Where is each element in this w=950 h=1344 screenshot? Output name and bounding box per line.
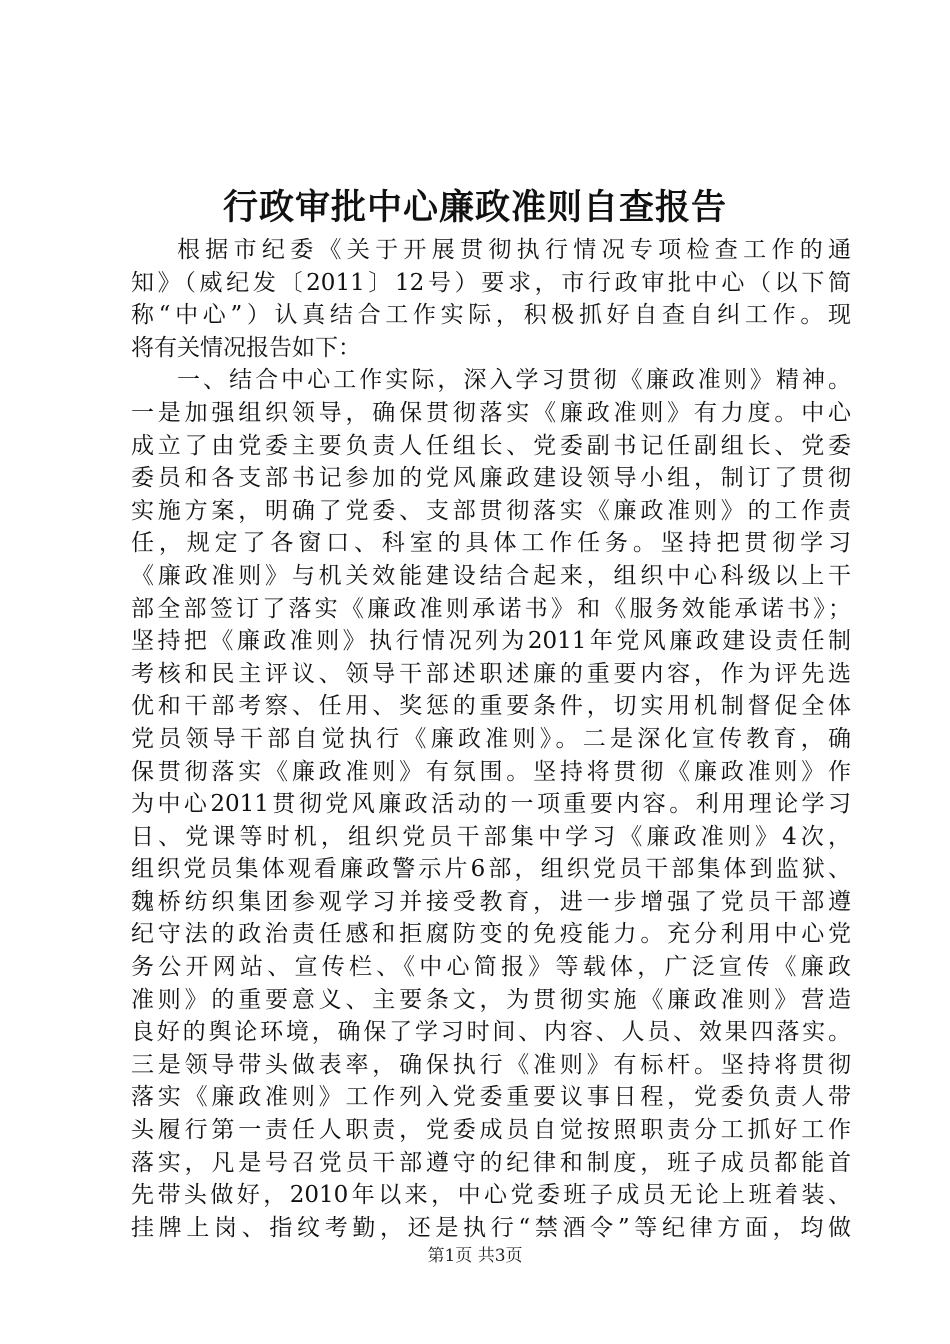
body-line: 保贯彻落实《廉政准则》有氛围。坚持将贯彻《廉政准则》作 [131, 758, 851, 785]
body-line: 准则》的重要意义、主要条文，为贯彻实施《廉政准则》营造 [131, 986, 851, 1013]
body-line: 成立了由党委主要负责人任组长、党委副书记任副组长、党委 [131, 432, 851, 459]
page-number-footer: 第1页 共3页 [427, 1246, 523, 1266]
body-line: 部全部签订了落实《廉政准则承诺书》和《服务效能承诺书》； [131, 595, 851, 622]
body-line: 一、结合中心工作实际，深入学习贯彻《廉政准则》精神。 [177, 367, 851, 394]
body-line: 落实，凡是号召党员干部遵守的纪律和制度，班子成员都能首 [131, 1149, 851, 1176]
body-line: 落实《廉政准则》工作列入党委重要议事日程，党委负责人带 [131, 1084, 851, 1111]
body-line: 一是加强组织领导，确保贯彻落实《廉政准则》有力度。中心 [131, 399, 851, 426]
body-line: 日、党课等时机，组织党员干部集中学习《廉政准则》4次， [131, 823, 851, 850]
body-line: 《廉政准则》与机关效能建设结合起来，组织中心科级以上干 [131, 562, 851, 589]
body-line: 根据市纪委《关于开展贯彻执行情况专项检查工作的通 [177, 237, 851, 263]
body-line: 优和干部考察、任用、奖惩的重要条件，切实用机制督促全体 [131, 693, 851, 720]
body-line: 组织党员集体观看廉政警示片6部，组织党员干部集体到监狱、 [131, 856, 851, 883]
body-line: 魏桥纺织集团参观学习并接受教育，进一步增强了党员干部遵 [131, 888, 851, 915]
body-line: 知》（威纪发〔2011〕12号）要求，市行政审批中心（以下简 [131, 269, 851, 296]
body-line: 良好的舆论环境，确保了学习时间、内容、人员、效果四落实。 [131, 1019, 851, 1046]
body-line: 为中心2011贯彻党风廉政活动的一项重要内容。利用理论学习 [131, 791, 851, 818]
body-line: 实施方案，明确了党委、支部贯彻落实《廉政准则》的工作责 [131, 497, 851, 524]
body-line: 三是领导带头做表率，确保执行《准则》有标杆。坚持将贯彻 [131, 1051, 851, 1078]
body-line: 将有关情况报告如下： [131, 334, 361, 361]
body-line: 挂牌上岗、指纹考勤，还是执行“禁酒令”等纪律方面，均做 [131, 1214, 851, 1241]
body-line: 坚持把《廉政准则》执行情况列为2011年党风廉政建设责任制 [131, 628, 851, 655]
document-title: 行政审批中心廉政准则自查报告 [222, 187, 727, 228]
body-line: 党员领导干部自觉执行《廉政准则》。二是深化宣传教育，确 [131, 725, 851, 752]
body-line: 任，规定了各窗口、科室的具体工作任务。坚持把贯彻学习 [131, 530, 851, 557]
document-body [131, 234, 851, 1244]
body-line: 考核和民主评议、领导干部述职述廉的重要内容，作为评先选 [131, 660, 851, 687]
body-line: 务公开网站、宣传栏、《中心简报》等载体，广泛宣传《廉政 [131, 954, 851, 981]
body-line: 纪守法的政治责任感和拒腐防变的免疫能力。充分利用中心党 [131, 921, 851, 948]
body-line: 头履行第一责任人职责，党委成员自觉按照职责分工抓好工作 [131, 1117, 851, 1144]
body-line: 先带头做好，2010年以来，中心党委班子成员无论上班着装、 [131, 1182, 851, 1209]
body-line: 委员和各支部书记参加的党风廉政建设领导小组，制订了贯彻 [131, 465, 851, 492]
body-line: 称“中心”）认真结合工作实际，积极抓好自查自纠工作。现 [131, 302, 851, 329]
